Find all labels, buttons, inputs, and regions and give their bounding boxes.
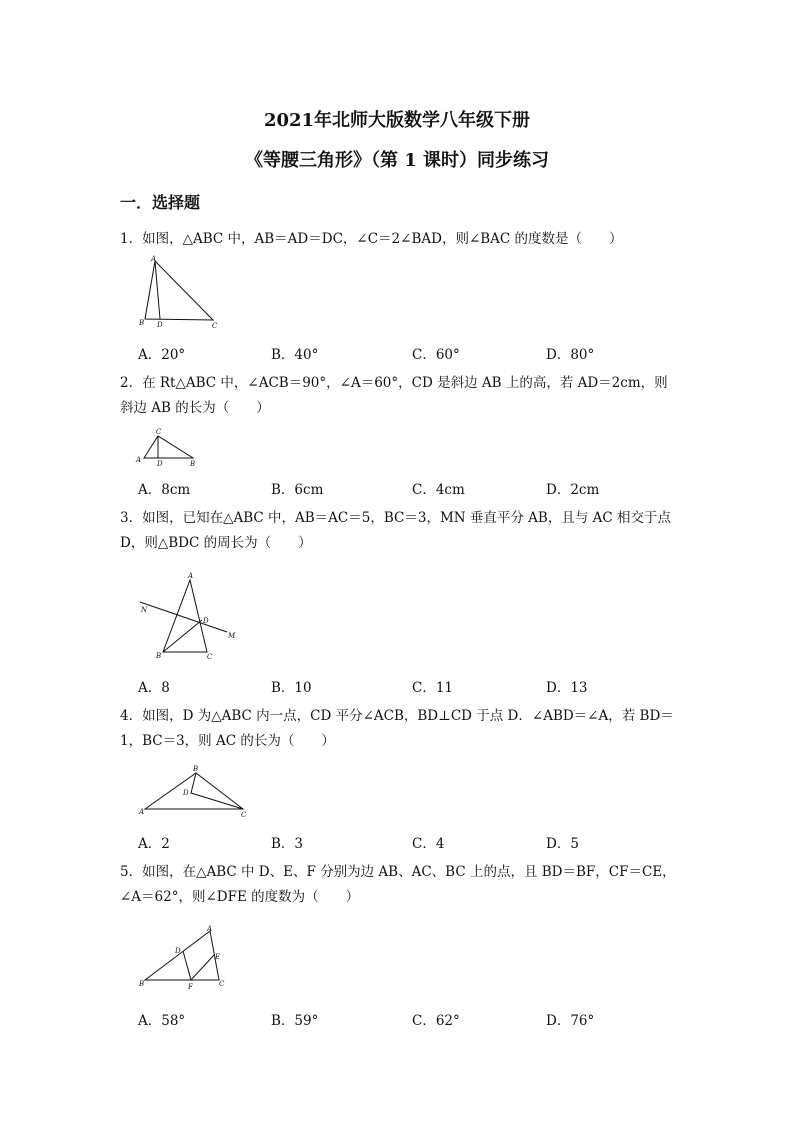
question-5-option-d[interactable]: D．76° <box>546 1013 595 1029</box>
question-2-option-b[interactable]: B．6cm <box>271 482 324 498</box>
question-5-option-a[interactable]: A．58° <box>138 1013 186 1029</box>
question-2-option-c[interactable]: C．4cm <box>412 482 465 498</box>
q2-label-a: A <box>136 456 142 464</box>
q2-label-d: D <box>157 460 163 468</box>
question-5-stem: 5．如图，在△ABC 中 D、E、F 分别为边 AB、AC、BC 上的点，且 BD＝BF，CF＝CE，∠A＝62°，则∠DFE 的度数为（ ） <box>120 864 676 905</box>
question-3-option-b[interactable]: B．10 <box>271 680 312 696</box>
q3-label-b: B <box>156 652 162 660</box>
q4-label-b: B <box>193 765 199 773</box>
question-2-stem: 2．在 Rt△ABC 中，∠ACB＝90°，∠A＝60°，CD 是斜边 AB 上的高，若 AD＝2cm，则斜边 AB 的长为（ ） <box>120 375 668 416</box>
question-1-option-d[interactable]: D．80° <box>546 347 595 363</box>
question-3-stem: 3．如图，已知在△ABC 中，AB＝AC＝5，BC＝3，MN 垂直平分 AB，且与 AC 相交于点 D，则△BDC 的周长为（ ） <box>120 510 671 551</box>
question-2-option-a[interactable]: A．8cm <box>138 482 191 498</box>
question-4-option-a[interactable]: A．2 <box>138 836 170 852</box>
q4-label-a: A <box>139 808 145 816</box>
page-subtitle: 《等腰三角形》（第 1 课时）同步练习 <box>244 150 550 171</box>
page-title: 2021年北师大版数学八年级下册 <box>263 110 531 131</box>
q2-triangle-abc <box>144 436 193 458</box>
q3-triangle-abc <box>163 580 207 652</box>
question-5-option-b[interactable]: B．59° <box>271 1013 319 1029</box>
question-2-figure <box>135 428 210 473</box>
question-4-stem: 4．如图，D 为△ABC 内一点，CD 平分∠ACB，BD⊥CD 于点 D．∠ABD＝∠A，若 BD＝1，BC＝3，则 AC 的长为（ ） <box>120 708 674 749</box>
question-3-option-d[interactable]: D．13 <box>546 680 588 696</box>
q4-label-d: D <box>183 789 189 797</box>
question-3-figure <box>135 570 245 665</box>
question-3-option-a[interactable]: A．8 <box>138 680 170 696</box>
q5-label-e: E <box>215 953 221 961</box>
q4-triangle-abc <box>145 773 243 809</box>
question-1-option-c[interactable]: C．60° <box>412 347 460 363</box>
q1-segment-ad <box>155 261 160 319</box>
q1-triangle-abc <box>145 261 213 320</box>
q4-label-c: C <box>241 811 247 819</box>
question-1-stem: 1．如图，△ABC 中，AB＝AD＝DC，∠C＝2∠BAD，则∠BAC 的度数是（ ） <box>120 231 623 247</box>
question-1-option-b[interactable]: B．40° <box>271 347 319 363</box>
q3-label-a: A <box>188 572 194 580</box>
question-4-option-b[interactable]: B．3 <box>271 836 304 852</box>
q2-label-c: C <box>156 428 162 436</box>
question-4-option-d[interactable]: D．5 <box>546 836 579 852</box>
question-4-option-c[interactable]: C．4 <box>412 836 445 852</box>
q2-label-b: B <box>190 460 196 468</box>
q3-line-mn <box>140 602 227 632</box>
question-2-option-d[interactable]: D．2cm <box>546 482 600 498</box>
section-title: 一．选择题 <box>120 193 201 212</box>
q3-label-d: D <box>203 617 209 625</box>
question-1-option-a[interactable]: A．20° <box>138 347 186 363</box>
q1-label-d: D <box>157 321 163 329</box>
question-1-figure <box>135 255 225 330</box>
question-4-figure <box>135 762 255 822</box>
question-5-figure <box>135 925 235 995</box>
q1-label-b: B <box>139 319 145 327</box>
q5-label-d: D <box>175 947 181 955</box>
q5-label-c: C <box>219 980 225 988</box>
q5-segments-dfe <box>183 951 214 980</box>
q3-label-m: M <box>228 632 236 640</box>
q5-label-f: F <box>188 983 193 991</box>
q5-triangle-abc <box>145 931 219 980</box>
q5-label-b: B <box>139 980 145 988</box>
q1-label-c: C <box>212 322 218 330</box>
q3-label-c: C <box>207 653 213 661</box>
question-5-option-c[interactable]: C．62° <box>412 1013 460 1029</box>
q5-label-a: A <box>207 925 213 933</box>
question-3-option-c[interactable]: C．11 <box>412 680 454 696</box>
q1-label-a: A <box>151 255 157 263</box>
q3-label-n: N <box>141 606 148 614</box>
